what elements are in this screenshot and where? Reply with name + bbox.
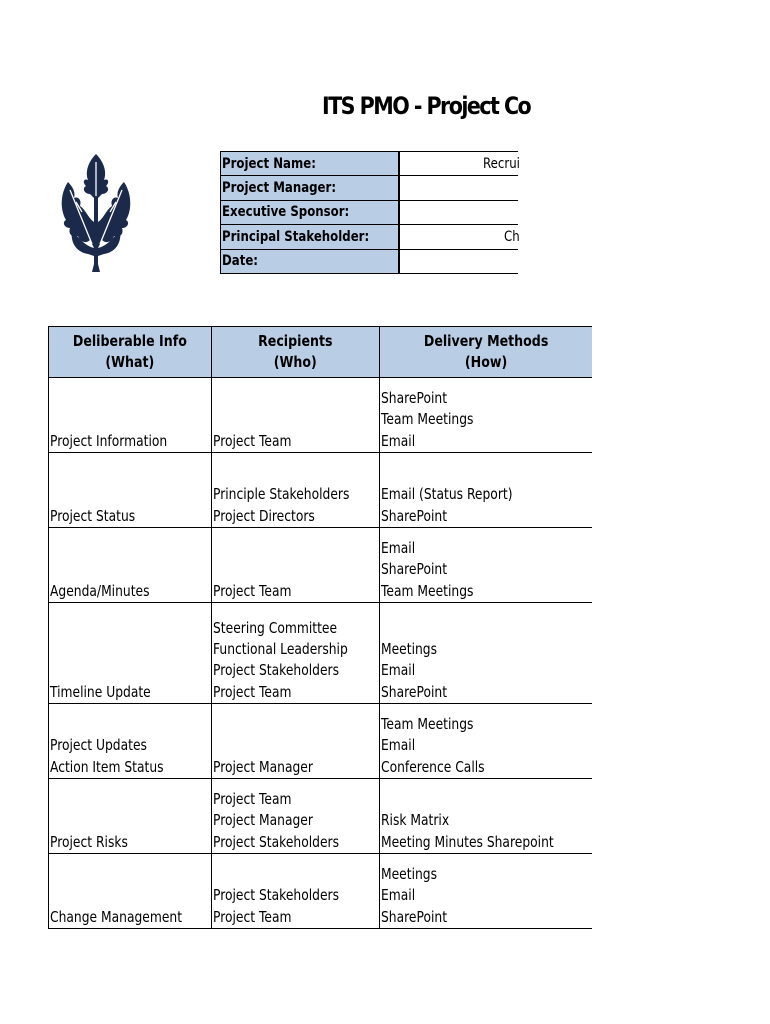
principal-stakeholder-value[interactable]: Ch bbox=[399, 225, 518, 249]
table-cell-who[interactable]: Project Manager bbox=[212, 704, 380, 779]
table-cell-how[interactable]: SharePoint Team Meetings Email bbox=[380, 378, 592, 453]
info-row-project-manager bbox=[221, 176, 519, 200]
table-row bbox=[49, 528, 592, 603]
table-cell-who[interactable]: Project Team Project Manager Project Stakeholders bbox=[212, 779, 380, 854]
table-cell-how[interactable]: Team Meetings Email Conference Calls bbox=[380, 704, 592, 779]
table-cell-who[interactable]: Steering Committee Functional Leadership Project Stakeholders Project Team bbox=[212, 603, 380, 704]
column-header-how: Delivery Methods (How) bbox=[380, 327, 592, 378]
table-cell-what[interactable]: Project Risks bbox=[49, 779, 212, 854]
table-row bbox=[49, 779, 592, 854]
table-cell-how[interactable]: Meetings Email SharePoint bbox=[380, 603, 592, 704]
executive-sponsor-value[interactable] bbox=[399, 200, 518, 224]
table-row bbox=[49, 603, 592, 704]
column-header-who: Recipients (Who) bbox=[212, 327, 380, 378]
table-cell-how[interactable]: Email SharePoint Team Meetings bbox=[380, 528, 592, 603]
project-manager-value[interactable] bbox=[399, 176, 518, 200]
table-cell-who[interactable]: Project Stakeholders Project Team bbox=[212, 854, 380, 929]
table-cell-what[interactable]: Agenda/Minutes bbox=[49, 528, 212, 603]
project-name-value[interactable]: Recrui bbox=[399, 152, 518, 176]
page-title: ITS PMO - Project Co bbox=[322, 92, 531, 120]
date-value[interactable] bbox=[399, 249, 518, 273]
table-cell-who[interactable]: Project Team bbox=[212, 528, 380, 603]
table-cell-what[interactable]: Project Status bbox=[49, 453, 212, 528]
info-label: Principal Stakeholder: bbox=[221, 225, 400, 249]
info-label: Project Name: bbox=[221, 152, 400, 176]
table-cell-how[interactable]: Email (Status Report) SharePoint bbox=[380, 453, 592, 528]
table-cell-how[interactable]: Meetings Email SharePoint bbox=[380, 854, 592, 929]
table-row bbox=[49, 854, 592, 929]
info-label: Project Manager: bbox=[221, 176, 400, 200]
table-cell-what[interactable]: Timeline Update bbox=[49, 603, 212, 704]
table-row bbox=[49, 704, 592, 779]
table-cell-who[interactable]: Project Team bbox=[212, 378, 380, 453]
info-row-date bbox=[221, 249, 519, 273]
info-row-project-name bbox=[221, 152, 519, 176]
table-cell-how[interactable]: Risk Matrix Meeting Minutes Sharepoint bbox=[380, 779, 592, 854]
table-row bbox=[49, 453, 592, 528]
column-header-what: Deliberable Info (What) bbox=[49, 327, 212, 378]
communication-matrix-table bbox=[48, 326, 592, 929]
table-cell-what[interactable]: Change Management bbox=[49, 854, 212, 929]
table-cell-who[interactable]: Principle Stakeholders Project Directors bbox=[212, 453, 380, 528]
info-row-principal-stakeholder bbox=[221, 225, 519, 249]
info-row-executive-sponsor bbox=[221, 200, 519, 224]
table-cell-what[interactable]: Project Information bbox=[49, 378, 212, 453]
project-info-table bbox=[220, 151, 518, 274]
oak-leaf-icon bbox=[58, 152, 134, 274]
info-label: Date: bbox=[221, 249, 400, 273]
table-row bbox=[49, 378, 592, 453]
table-header-row bbox=[49, 327, 592, 378]
info-label: Executive Sponsor: bbox=[221, 200, 400, 224]
table-cell-what[interactable]: Project Updates Action Item Status bbox=[49, 704, 212, 779]
